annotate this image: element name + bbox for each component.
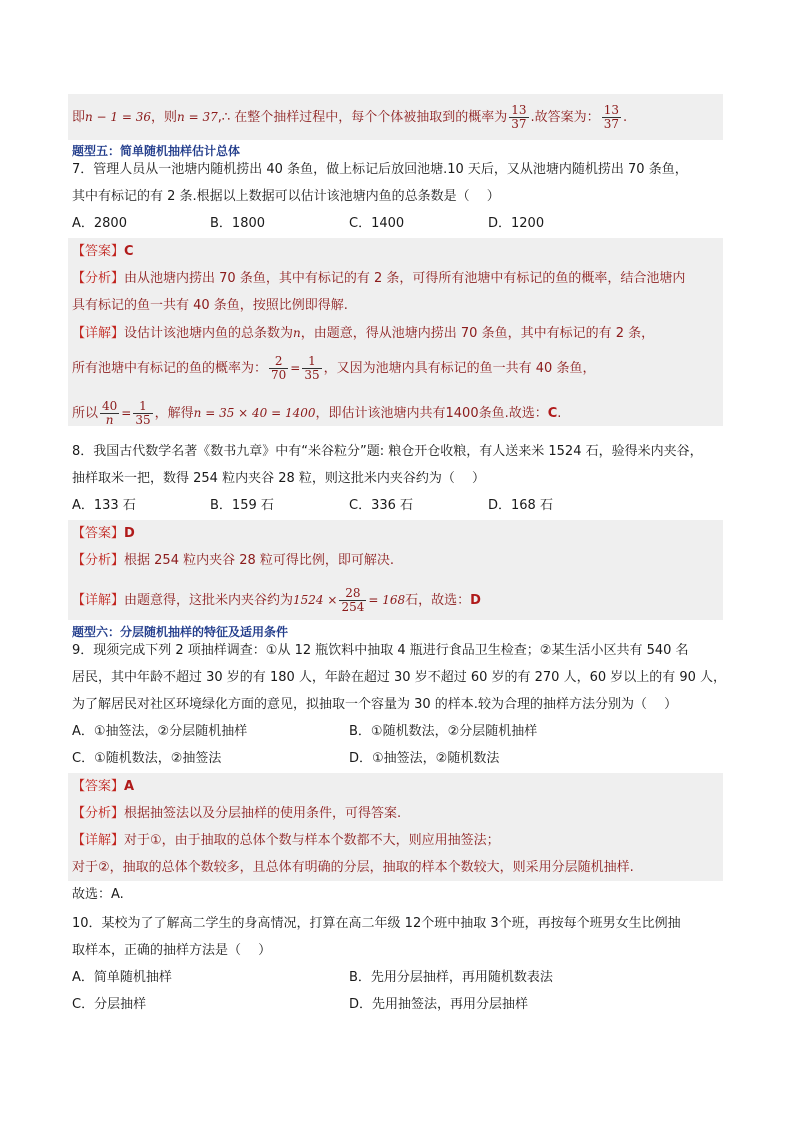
q10-option-c: C．分层抽样 <box>72 997 147 1012</box>
answer-value: A <box>124 779 135 794</box>
math: = <box>290 361 301 375</box>
fraction <box>602 104 621 131</box>
q8-analysis <box>72 551 394 571</box>
fraction <box>302 355 321 382</box>
q9-detail-1 <box>72 831 500 851</box>
q10-option-a: A．简单随机抽样 <box>72 970 172 985</box>
q7-option-b: B．1800 <box>210 216 266 231</box>
q8-option-a: A．133 石 <box>72 498 136 513</box>
math: = 168 <box>368 593 406 607</box>
q9-answer <box>72 777 134 797</box>
text: .故答案为： <box>530 110 600 125</box>
text: 所以 <box>72 406 99 421</box>
text: 由题意得，这批米内夹谷约为 <box>124 593 294 608</box>
answer-value: C <box>124 244 134 259</box>
q8-line-2: 抽样取米一把，数得 254 粒内夹谷 28 粒，则这批米内夹谷约为（ ） <box>72 471 486 486</box>
fraction-den: 254 <box>341 600 365 614</box>
fraction-den: 35 <box>135 413 151 427</box>
q9-analysis <box>72 804 401 824</box>
section-heading-5: 题型五：简单随机抽样估计总体 <box>72 144 241 158</box>
math: n = 35 × 40 = 1400 <box>193 406 316 420</box>
q9-option-d: D．①抽签法，②随机数法 <box>349 751 500 766</box>
fraction <box>509 104 528 131</box>
analysis-tag: 【分析】 <box>72 806 125 821</box>
q7-detail-3 <box>72 400 561 427</box>
analysis-tag: 【分析】 <box>72 271 125 286</box>
section-heading-6: 题型六：分层随机抽样的特征及适用条件 <box>72 625 289 639</box>
text: ,∴ 在整个抽样过程中，每个个体被抽取到的概率为 <box>217 110 508 125</box>
fraction-den: 35 <box>304 368 320 382</box>
q10-option-d: D．先用抽签法，再用分层抽样 <box>349 997 529 1012</box>
q9-option-c: C．①随机数法，②抽签法 <box>72 751 222 766</box>
fraction-num: 40 <box>102 399 118 413</box>
detail-tag: 【详解】 <box>72 326 125 341</box>
answer-value: C <box>547 406 558 421</box>
q9-option-b: B．①随机数法，②分层随机抽样 <box>349 724 538 739</box>
q7-analysis-1 <box>72 269 685 289</box>
fraction <box>269 355 288 382</box>
q8-option-b: B．159 石 <box>210 498 274 513</box>
answer-tag: 【答案】 <box>72 244 125 259</box>
text: . <box>622 110 628 125</box>
math: n − 1 = 36 <box>85 110 152 124</box>
text: ，则 <box>151 110 178 125</box>
detail-tag: 【详解】 <box>72 833 125 848</box>
q7-detail-1 <box>72 323 654 344</box>
fraction-den: n <box>105 413 114 427</box>
answer-tag: 【答案】 <box>72 779 125 794</box>
q7-option-c: C．1400 <box>349 216 405 231</box>
q10-line-1: 10．某校为了了解高二学生的身高情况，打算在高二年级 12个班中抽取 3个班，再按每个班男女生比例抽 <box>72 916 681 931</box>
q7-answer <box>72 242 134 262</box>
q7-line-2: 其中有标记的有 2 条.根据以上数据可以估计该池塘内鱼的总条数是（ ） <box>72 189 500 204</box>
fraction <box>100 400 119 427</box>
fraction-num: 1 <box>302 355 321 369</box>
q8-answer <box>72 524 135 544</box>
text: 即 <box>72 110 86 125</box>
text: 对于①，由于抽取的总体个数与样本个数都不大，则应用抽签法； <box>124 833 500 848</box>
text: ，即估计该池塘内共有1400条鱼.故选： <box>315 406 548 421</box>
q7-option-d: D．1200 <box>488 216 545 231</box>
analysis-text: 根据 254 粒内夹谷 28 粒可得比例，即可解决. <box>124 553 395 568</box>
math: = <box>121 406 132 420</box>
math: n <box>293 326 301 340</box>
answer-value: D <box>470 593 481 608</box>
q9-detail-3: 故选：A. <box>72 887 124 902</box>
fraction-num: 1 <box>133 400 152 414</box>
prev-detail-line <box>72 104 627 131</box>
text: 石，故选： <box>405 593 471 608</box>
q9-line-2: 居民，其中年龄不超过 30 岁的有 180 人，年龄在超过 30 岁不超过 60 岁的有 270 人，60 岁以上的有 90 人， <box>72 670 727 685</box>
detail-tag: 【详解】 <box>72 593 125 608</box>
fraction-den: 37 <box>603 117 619 131</box>
q9-line-3: 为了解居民对社区环境绿化方面的意见，拟抽取一个容量为 30 的样本.较为合理的抽样方法分别为（ ） <box>72 697 678 712</box>
text: ，又因为池塘内具有标记的鱼一共有 40 条鱼， <box>323 361 596 376</box>
analysis-tag: 【分析】 <box>72 553 125 568</box>
text: 所有池塘中有标记的鱼的概率为： <box>72 361 268 376</box>
analysis-text: 根据抽签法以及分层抽样的使用条件，可得答案. <box>124 806 402 821</box>
fraction <box>133 400 152 427</box>
q8-option-d: D．168 石 <box>488 498 553 513</box>
text: . <box>557 406 562 421</box>
fraction-num: 2 <box>269 355 288 369</box>
q8-detail <box>72 587 481 614</box>
answer-tag: 【答案】 <box>72 526 125 541</box>
q7-detail-2 <box>72 355 595 382</box>
analysis-text: 由从池塘内捞出 70 条鱼，其中有标记的有 2 条，可得所有池塘中有标记的鱼的概率，结合池塘内 <box>124 271 686 286</box>
q10-line-2: 取样本，正确的抽样方法是（ ） <box>72 943 272 958</box>
q7-option-a: A．2800 <box>72 216 127 231</box>
q9-option-a: A．①抽签法，②分层随机抽样 <box>72 724 248 739</box>
text: 设估计该池塘内鱼的总条数为 <box>124 326 294 341</box>
text: ，由题意，得从池塘内捞出 70 条鱼，其中有标记的有 2 条， <box>300 326 655 341</box>
fraction-den: 37 <box>511 117 527 131</box>
q9-detail-2: 对于②，抽取的总体个数较多，且总体有明确的分层，抽取的样本个数较大，则采用分层随机抽样. <box>72 860 634 875</box>
fraction-den: 70 <box>271 368 287 382</box>
text: ，解得 <box>154 406 194 421</box>
q9-line-1: 9．现须完成下列 2 项抽样调查：①从 12 瓶饮料中抽取 4 瓶进行食品卫生检查；②某生活小区共有 540 名 <box>72 643 689 658</box>
math: 1524 × <box>293 593 338 607</box>
fraction-num: 13 <box>511 103 527 117</box>
q7-line-1: 7．管理人员从一池塘内随机捞出 40 条鱼，做上标记后放回池塘.10 天后，又从池塘内随机捞出 70 条鱼， <box>72 162 688 177</box>
math: n = 37 <box>177 110 218 124</box>
q8-line-1: 8．我国古代数学名著《数书九章》中有“米谷粒分”题: 粮仓开仓收粮，有人送来米 1524 石，验得米内夹谷， <box>72 444 703 459</box>
fraction <box>339 587 366 614</box>
answer-value: D <box>124 526 135 541</box>
fraction-num: 28 <box>339 587 366 601</box>
q8-option-c: C．336 石 <box>349 498 414 513</box>
fraction-num: 13 <box>603 103 619 117</box>
q7-analysis-2: 具有标记的鱼一共有 40 条鱼，按照比例即得解. <box>72 298 348 313</box>
q10-option-b: B．先用分层抽样，再用随机数表法 <box>349 970 553 985</box>
